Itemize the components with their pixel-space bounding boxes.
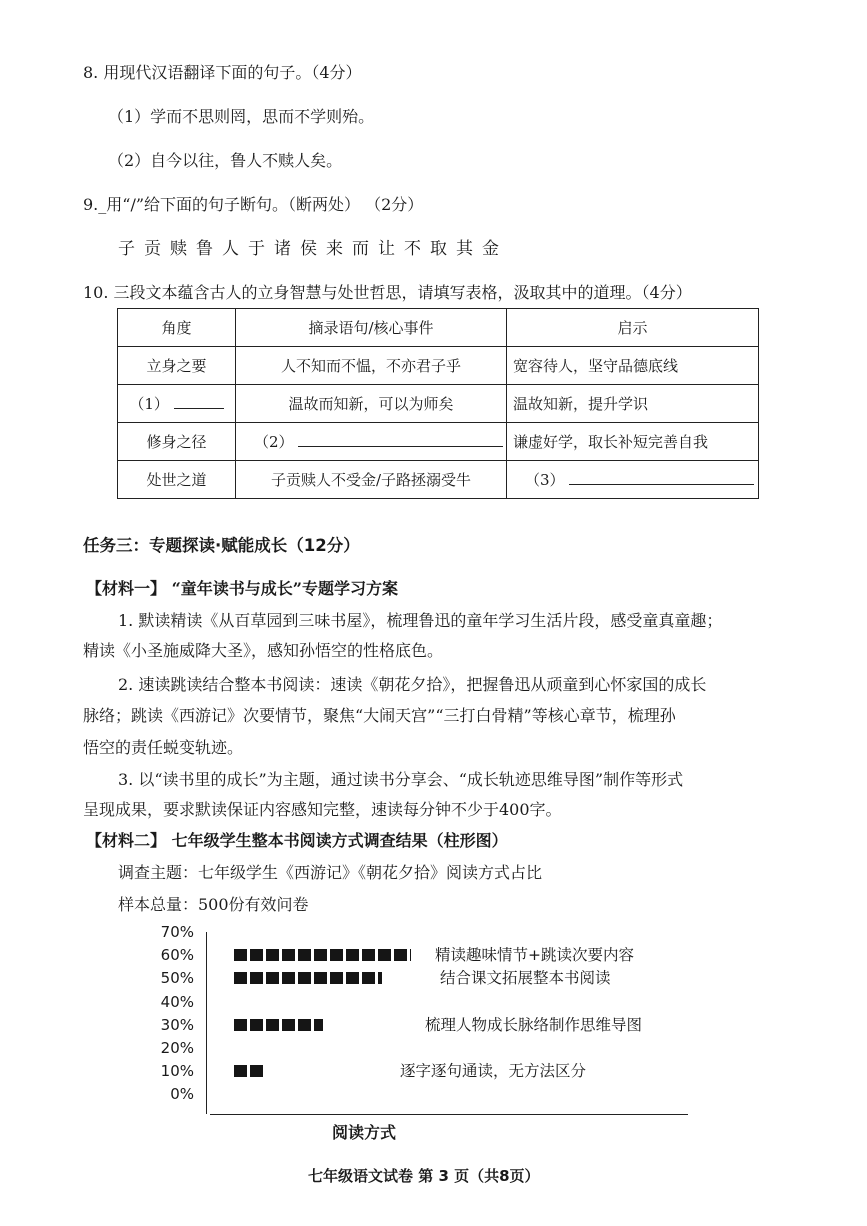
- q10-stem: 10. 三段文本蕴含古人的立身智慧与处世哲思，请填写表格，汲取其中的道理。（4分）: [83, 283, 692, 302]
- q10-table: [117, 308, 759, 499]
- table-row: [118, 347, 759, 385]
- q8-sentence-2: （2）自今以往，鲁人不赎人矣。: [108, 151, 343, 170]
- y-tick-label: 20%: [160, 1039, 194, 1057]
- bar-category-label: 逐字逐句通读，无方法区分: [400, 1062, 587, 1081]
- q8-sentence-1: （1）学而不思则罔，思而不学则殆。: [108, 107, 375, 126]
- table-cell: 温故知新，提升学识: [507, 385, 759, 423]
- table-header-row: [118, 309, 759, 347]
- y-tick-label: 60%: [160, 946, 194, 965]
- q8-stem: 8. 用现代汉语翻译下面的句子。（4分）: [83, 63, 362, 82]
- y-tick-label: 30%: [160, 1015, 194, 1034]
- y-tick-label: 40%: [160, 992, 194, 1011]
- table-cell: 修身之径: [118, 423, 236, 461]
- table-row: [118, 461, 759, 499]
- material-2-title: 【材料二】 七年级学生整本书阅读方式调查结果（柱形图）: [86, 831, 508, 850]
- q9-sentence: 子贡赎鲁人于诸侯来而让不取其金: [118, 239, 508, 259]
- blank-label: （2）: [254, 433, 294, 451]
- table-cell: 谦虚好学，取长补短完善自我: [507, 423, 759, 461]
- table-row: [118, 423, 759, 461]
- task3-title: 任务三：专题探读·赋能成长（12分）: [83, 536, 360, 555]
- bar-category-label: 精读趣味情节+跳读次要内容: [435, 946, 634, 965]
- table-row: [118, 385, 759, 423]
- table-cell: 人不知而不愠，不亦君子乎: [236, 347, 507, 385]
- material-1-p3-line2: 呈现成果，要求默读保证内容感知完整，速读每分钟不少于400字。: [83, 800, 562, 819]
- header-cell: 摘录语句/核心事件: [236, 309, 507, 347]
- header-cell: 角度: [118, 309, 236, 347]
- q9-stem: 9._用“/”给下面的句子断句。（断两处） （2分）: [83, 195, 424, 214]
- table-cell-blank[interactable]: [507, 461, 759, 499]
- material-1-p3-line1: 3. 以“读书里的成长”为主题，通过读书分享会、“成长轨迹思维导图”制作等形式: [118, 770, 684, 789]
- material-1-p2-line2: 脉络；跳读《西游记》次要情节，聚焦“大闹天宫”“三打白骨精”等核心章节，梳理孙: [83, 706, 676, 725]
- answer-blank[interactable]: [569, 470, 754, 485]
- y-axis: [206, 932, 207, 1114]
- material-1-p2-line3: 悟空的责任蜕变轨迹。: [83, 738, 244, 757]
- table-cell-blank[interactable]: [118, 385, 236, 423]
- x-axis: [210, 1114, 688, 1115]
- table-cell: 温故而知新，可以为师矣: [236, 385, 507, 423]
- x-axis-label: 阅读方式: [332, 1123, 397, 1142]
- table-cell: 处世之道: [118, 461, 236, 499]
- material-1-title: 【材料一】 “童年读书与成长”专题学习方案: [86, 579, 398, 598]
- y-tick-label: 0%: [170, 1085, 194, 1104]
- table-cell: 立身之要: [118, 347, 236, 385]
- header-cell: 启示: [507, 309, 759, 347]
- blank-label: （3）: [525, 471, 565, 489]
- material-1-p2-line1: 2. 速读跳读结合整本书阅读：速读《朝花夕拾》，把握鲁迅从顽童到心怀家国的成长: [118, 675, 707, 694]
- y-tick-label: 50%: [160, 969, 194, 988]
- table-cell: 宽容待人，坚守品德底线: [507, 347, 759, 385]
- material-1-p1-line1: 1. 默读精读《从百草园到三味书屋》，梳理鲁迅的童年学习生活片段，感受童真童趣；: [118, 611, 723, 630]
- bar-category-label: 梳理人物成长脉络制作思维导图: [425, 1015, 643, 1034]
- chart-bar: [234, 1065, 264, 1077]
- answer-blank[interactable]: [174, 394, 224, 409]
- y-tick-label: 10%: [160, 1062, 194, 1081]
- chart-bar: [234, 972, 382, 984]
- answer-blank[interactable]: [298, 432, 503, 447]
- table-cell-blank[interactable]: [236, 423, 507, 461]
- page-footer: 七年级语文试卷 第 3 页（共8页）: [308, 1167, 540, 1185]
- reading-method-chart: [150, 923, 710, 1148]
- bar-category-label: 结合课文拓展整本书阅读: [440, 969, 611, 988]
- chart-bar: [234, 1019, 323, 1031]
- chart-bar: [234, 949, 411, 961]
- y-tick-label: 70%: [160, 923, 194, 941]
- survey-topic: 调查主题：七年级学生《西游记》《朝花夕拾》阅读方式占比: [118, 863, 543, 882]
- material-1-p1-line2: 精读《小圣施威降大圣》，感知孙悟空的性格底色。: [83, 641, 444, 660]
- table-cell: 子贡赎人不受金/子路拯溺受牛: [236, 461, 507, 499]
- survey-sample: 样本总量：500份有效问卷: [118, 895, 309, 914]
- blank-label: （1）: [129, 395, 169, 413]
